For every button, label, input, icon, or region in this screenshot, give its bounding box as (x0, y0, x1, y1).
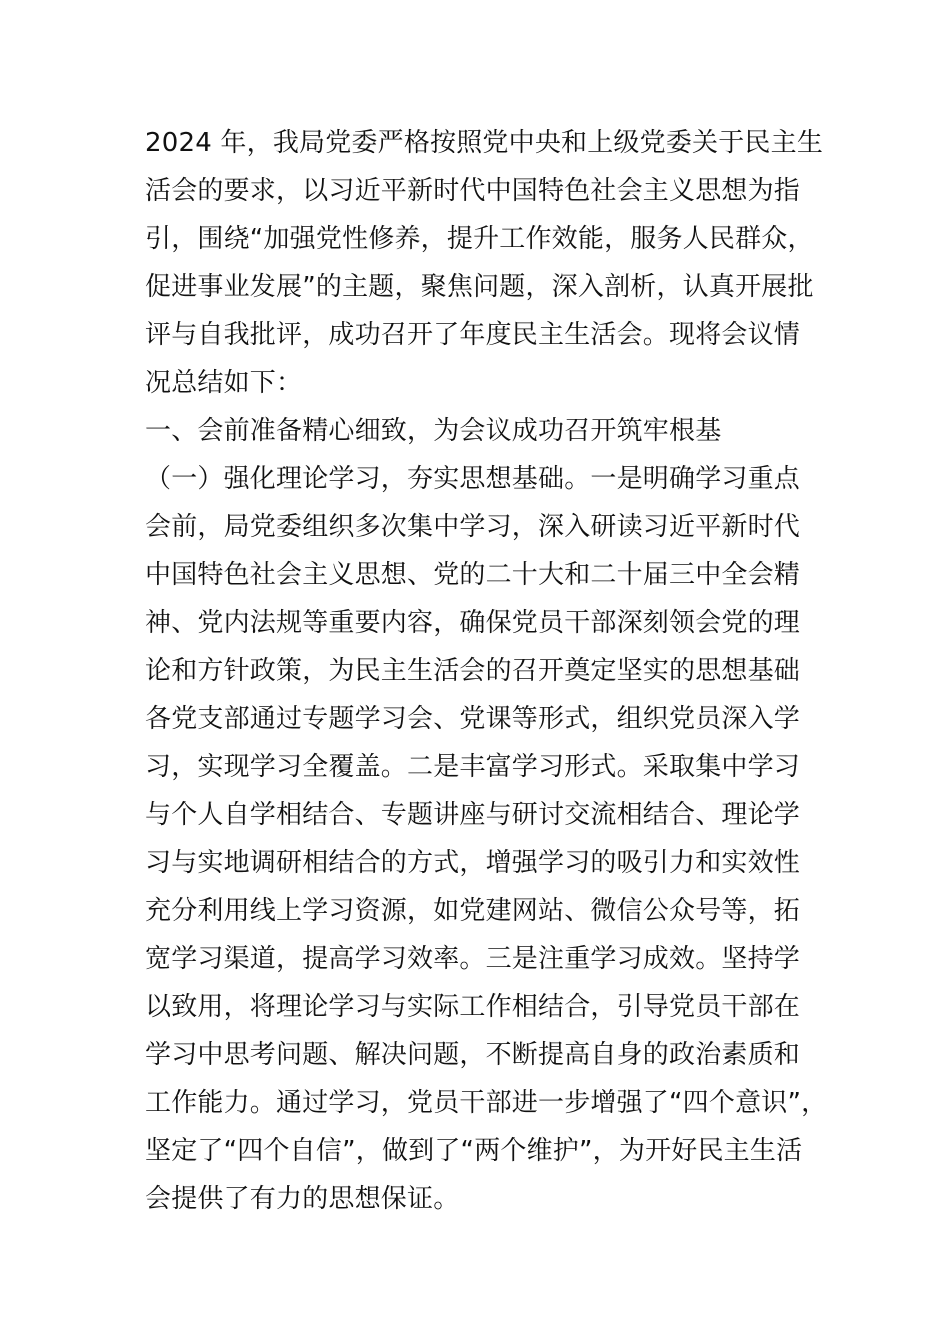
paragraph-line: 学习中思考问题、解决问题，不断提高自身的政治素质和 (145, 1040, 801, 1070)
paragraph-line: 充分利用线上学习资源，如党建网站、微信公众号等，拓 (145, 896, 801, 926)
subsection-heading-line: （一）强化理论学习，夯实思想基础。一是明确学习重点 (145, 464, 801, 494)
paragraph-line: 评与自我批评，成功召开了年度民主生活会。现将会议情 (145, 320, 801, 350)
paragraph-line: 工作能力。通过学习，党员干部进一步增强了“四个意识”， (145, 1088, 828, 1118)
paragraph-line: 与个人自学相结合、专题讲座与研讨交流相结合、理论学 (145, 800, 801, 830)
paragraph-line: 坚定了“四个自信”，做到了“两个维护”，为开好民主生活 (145, 1136, 803, 1166)
paragraph-line: 宽学习渠道，提高学习效率。三是注重学习成效。坚持学 (145, 944, 801, 974)
paragraph-line: 会提供了有力的思想保证。 (145, 1184, 460, 1214)
paragraph-line: 神、党内法规等重要内容，确保党员干部深刻领会党的理 (145, 608, 801, 638)
paragraph-line: 以致用，将理论学习与实际工作相结合，引导党员干部在 (145, 992, 801, 1022)
paragraph-line: 各党支部通过专题学习会、党课等形式，组织党员深入学 (145, 704, 801, 734)
paragraph-line: 引，围绕“加强党性修养，提升工作效能，服务人民群众， (145, 224, 814, 254)
paragraph-line: 会前，局党委组织多次集中学习，深入研读习近平新时代 (145, 512, 801, 542)
paragraph-line: 习，实现学习全覆盖。二是丰富学习形式。采取集中学习 (145, 752, 801, 782)
paragraph-line: 活会的要求，以习近平新时代中国特色社会主义思想为指 (145, 176, 801, 206)
paragraph-line: 促进事业发展”的主题，聚焦问题，深入剖析，认真开展批 (145, 272, 814, 302)
paragraph-line: 习与实地调研相结合的方式，增强学习的吸引力和实效性 (145, 848, 801, 878)
paragraph-line: 2024 年，我局党委严格按照党中央和上级党委关于民主生 (145, 128, 824, 158)
paragraph-line: 论和方针政策，为民主生活会的召开奠定坚实的思想基础 (145, 656, 801, 686)
paragraph-line: 中国特色社会主义思想、党的二十大和二十届三中全会精 (145, 560, 801, 590)
section-heading: 一、会前准备精心细致，为会议成功召开筑牢根基 (145, 416, 722, 446)
paragraph-line: 况总结如下： (145, 368, 303, 398)
